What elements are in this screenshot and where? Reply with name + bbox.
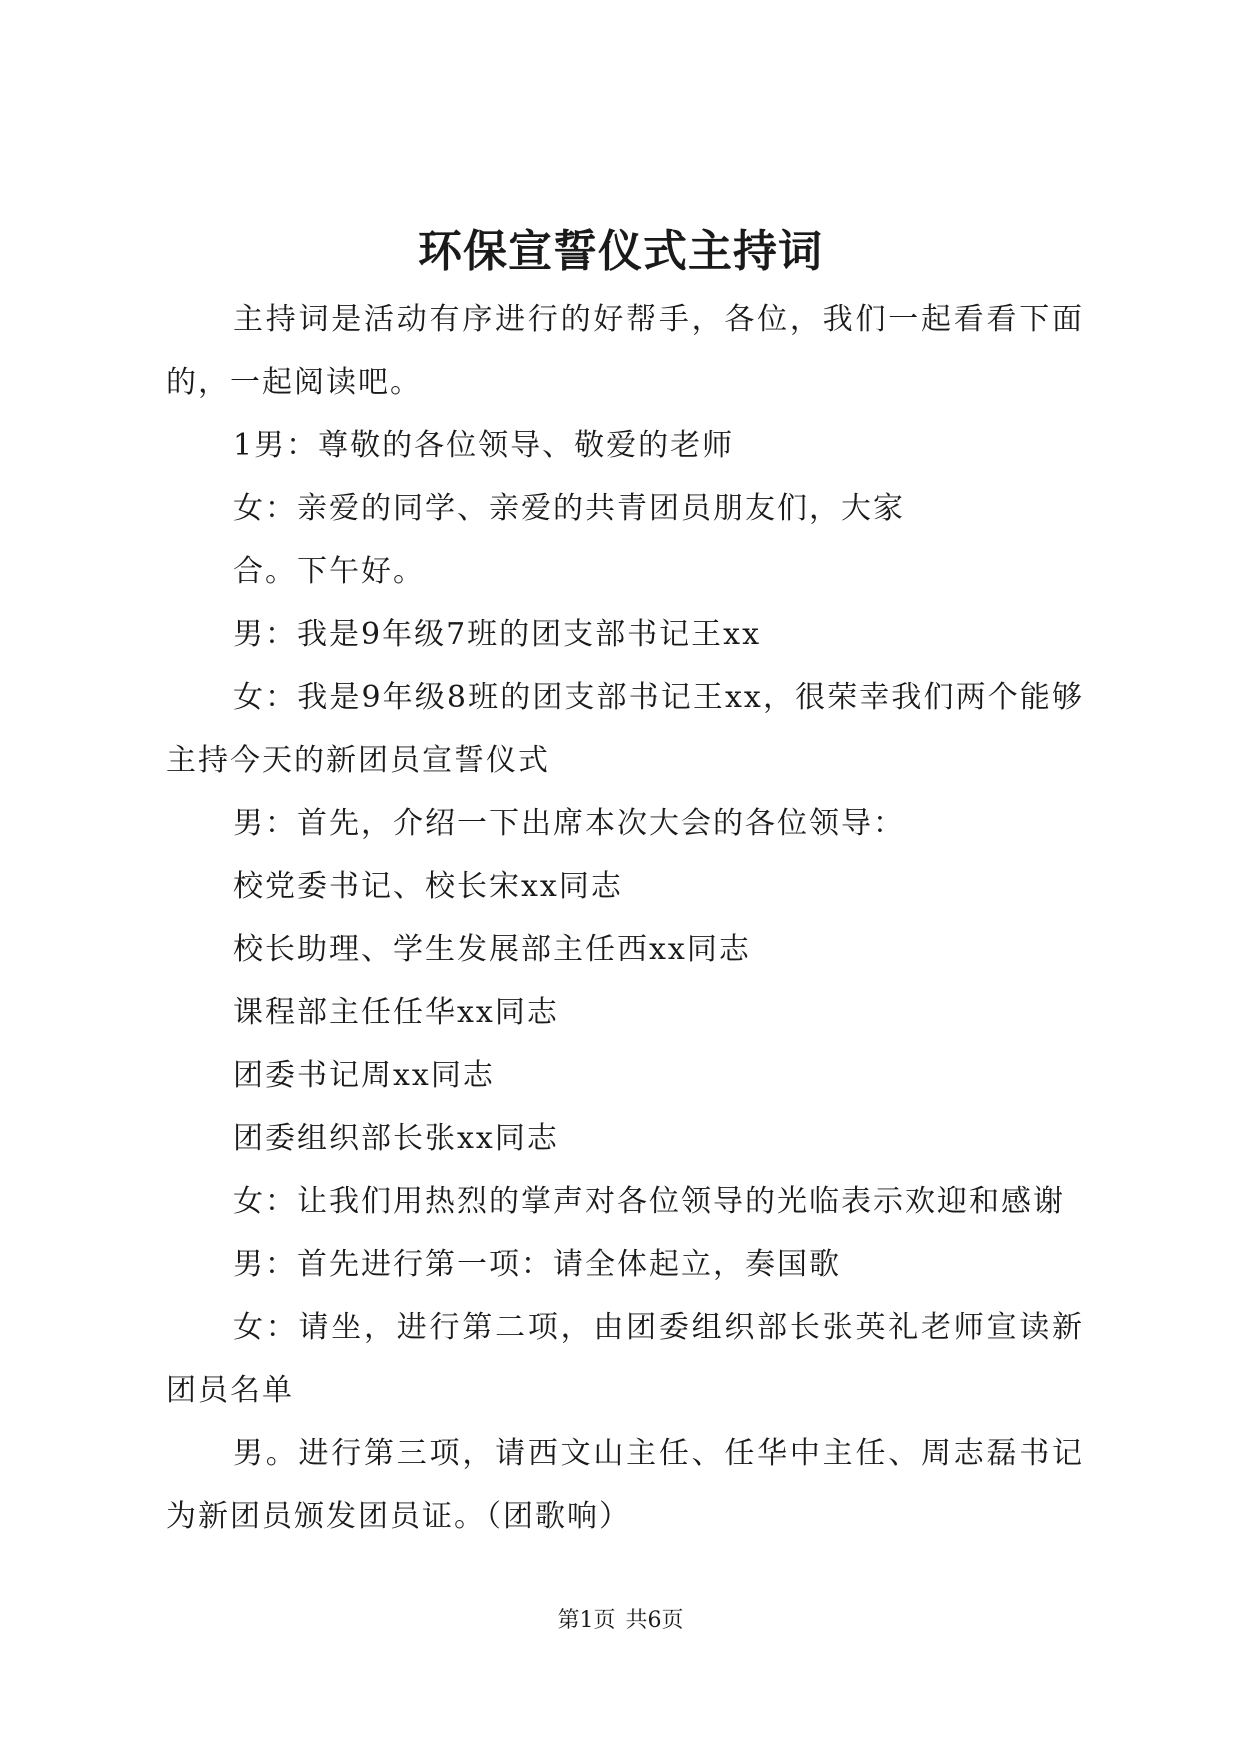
page-number-current: 第1页 — [557, 1608, 616, 1633]
document-title: 环保宣誓仪式主持词 — [418, 226, 823, 277]
paragraph-line: 团委书记周xx同志 — [233, 1058, 495, 1093]
paragraph-intro: 主持词是活动有序进行的好帮手，各位，我们一起看看下面的，一起阅读吧。 — [166, 302, 1084, 400]
paragraph-line: 男：首先，介绍一下出席本次大会的各位领导： — [233, 806, 905, 841]
document-body — [166, 288, 1084, 1548]
paragraph-line: 课程部主任任华xx同志 — [233, 995, 559, 1030]
page-footer — [0, 1606, 1241, 1636]
paragraph-line: 校长助理、学生发展部主任西xx同志 — [233, 932, 751, 967]
paragraph-line: 校党委书记、校长宋xx同志 — [233, 869, 623, 904]
paragraph-line: 女：让我们用热烈的掌声对各位领导的光临表示欢迎和感谢 — [233, 1184, 1065, 1219]
paragraph-line: 1男：尊敬的各位领导、敬爱的老师 — [233, 428, 735, 463]
page-number-total: 共6页 — [625, 1608, 684, 1633]
paragraph-line: 男。进行第三项，请西文山主任、任华中主任、周志磊书记为新团员颁发团员证。（团歌响） — [166, 1436, 1084, 1534]
paragraph-line: 女：请坐，进行第二项，由团委组织部长张英礼老师宣读新团员名单 — [166, 1310, 1084, 1408]
paragraph-line: 男：首先进行第一项：请全体起立，奏国歌 — [233, 1247, 841, 1282]
paragraph-line: 团委组织部长张xx同志 — [233, 1121, 559, 1156]
paragraph-line: 男：我是9年级7班的团支部书记王xx — [233, 617, 762, 652]
paragraph-line: 合。下午好。 — [233, 554, 425, 589]
paragraph-line: 女：我是9年级8班的团支部书记王xx，很荣幸我们两个能够主持今天的新团员宣誓仪式 — [166, 680, 1084, 778]
paragraph-line: 女：亲爱的同学、亲爱的共青团员朋友们，大家 — [233, 491, 905, 526]
